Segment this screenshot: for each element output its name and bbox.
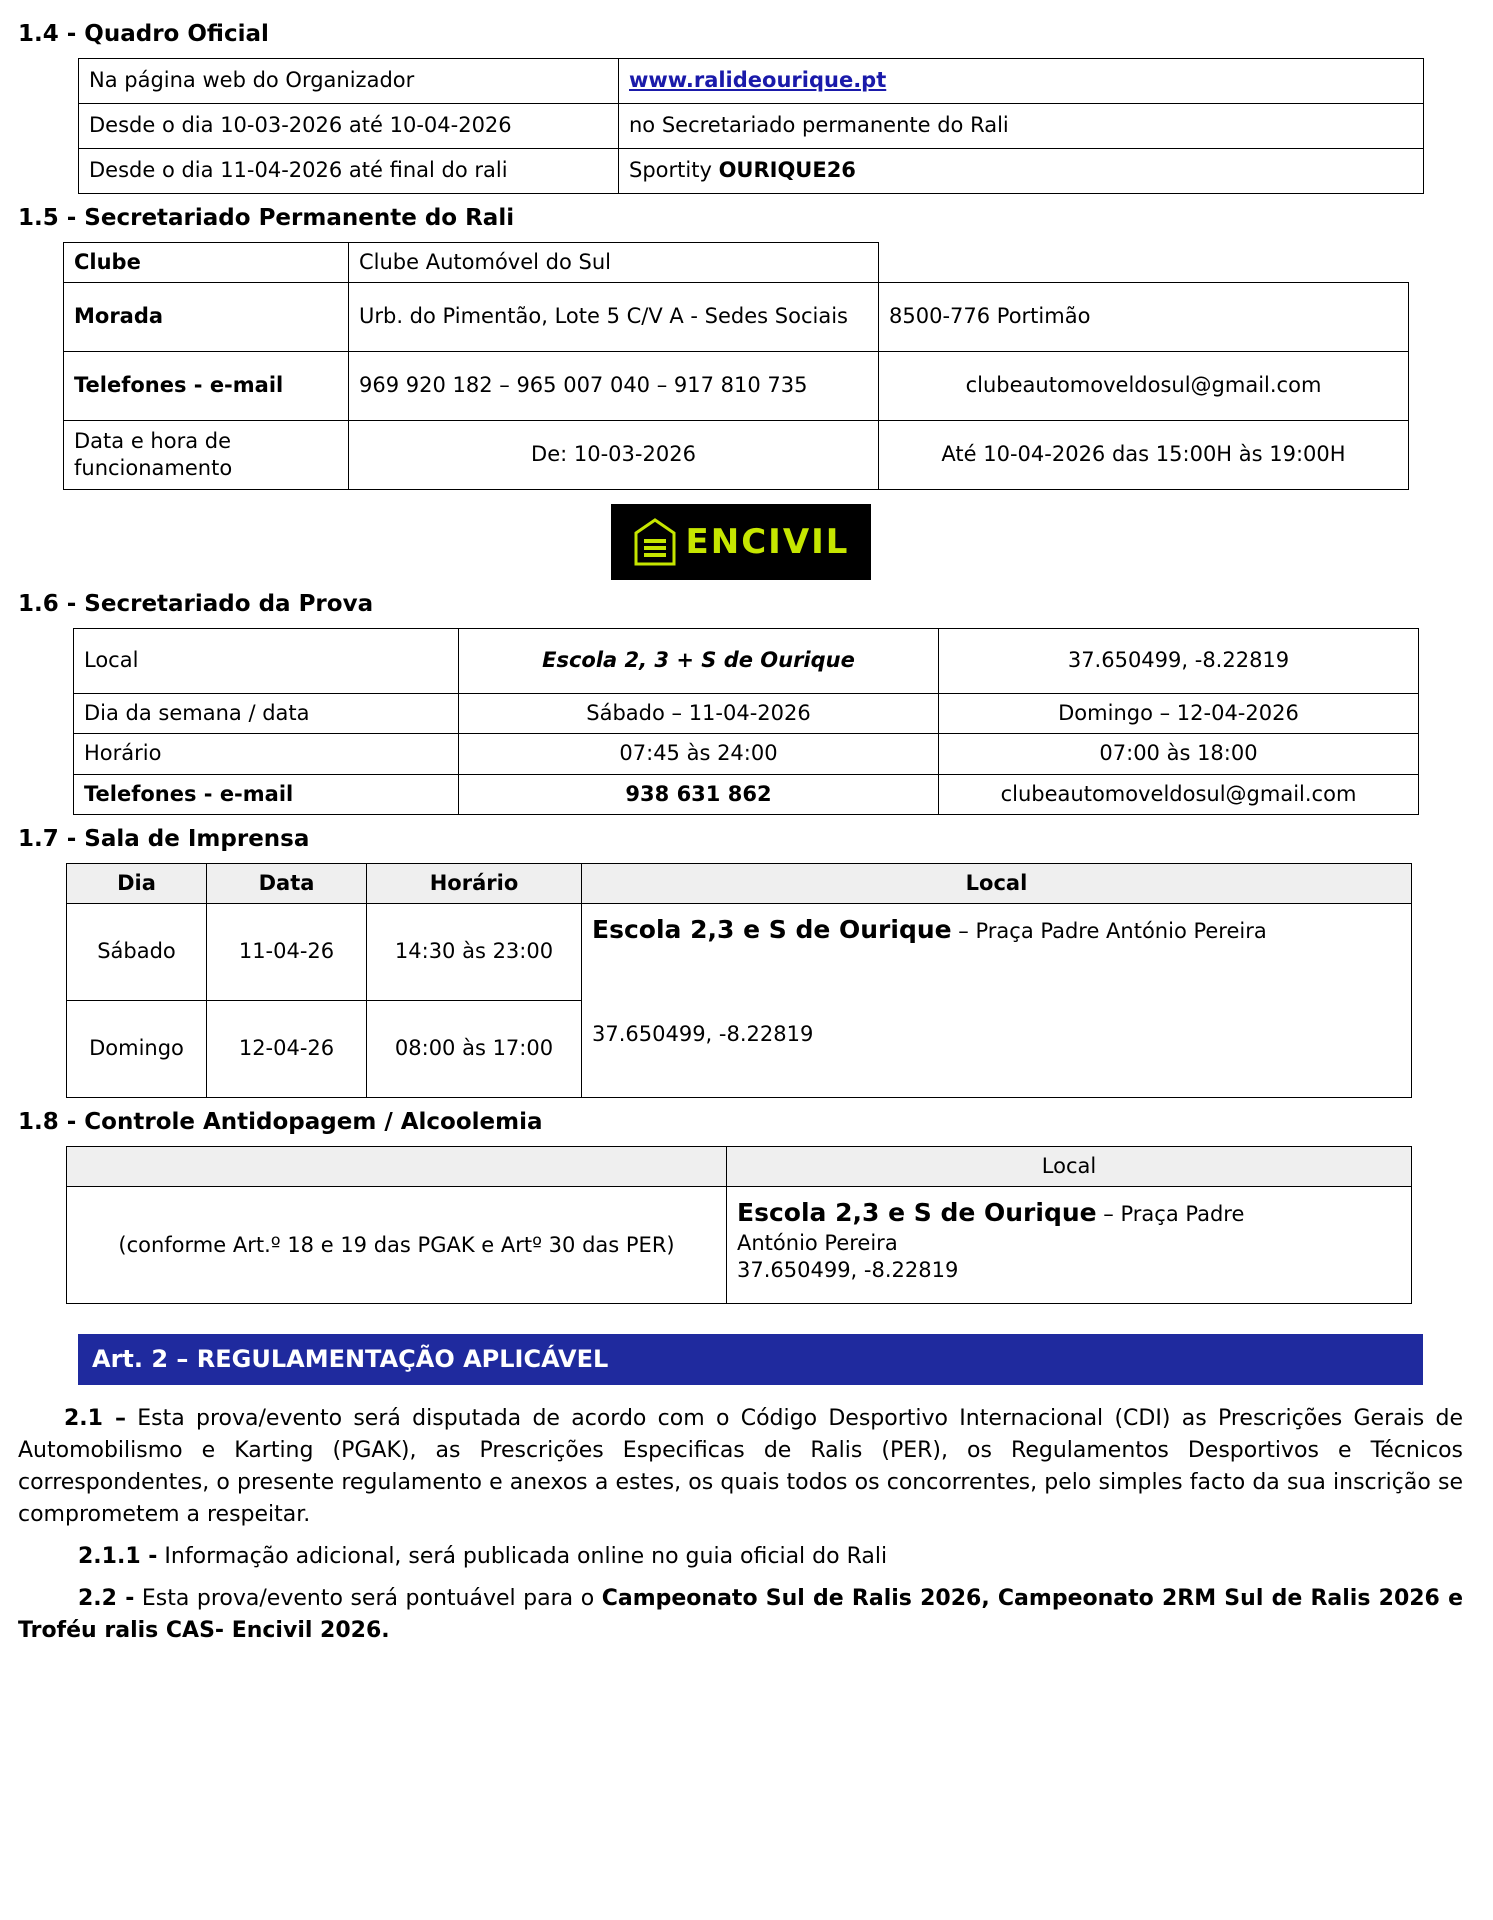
header-local: Local — [582, 863, 1412, 903]
organizer-website-link[interactable]: www.ralideourique.pt — [629, 68, 887, 93]
value-telefone-prova: 938 631 862 — [459, 774, 939, 814]
article-2-banner: Art. 2 – REGULAMENTAÇÃO APLICÁVEL — [78, 1334, 1423, 1385]
imprensa-row0-dia: Sábado — [67, 904, 207, 1001]
paragraph-2-1-1 — [18, 1541, 1463, 1573]
table-header-row — [67, 863, 1412, 903]
quadro-row1-right: no Secretariado permanente do Rali — [619, 103, 1424, 148]
table-row — [74, 774, 1419, 814]
anti-left-text: (conforme Art.º 18 e 19 das PGAK e Artº 30 das PER) — [67, 1187, 727, 1304]
table-row — [64, 421, 1409, 490]
quadro-row1-left: Desde o dia 10-03-2026 até 10-04-2026 — [79, 103, 619, 148]
table-antidopagem — [66, 1146, 1412, 1304]
encivil-logo — [611, 504, 871, 580]
label-dia-semana: Dia da semana / data — [74, 693, 459, 733]
heading-1-8: 1.8 - Controle Antidopagem / Alcoolemia — [18, 1109, 543, 1136]
value-email: clubeautomoveldosul@gmail.com — [879, 352, 1409, 421]
imprensa-row1-horario: 08:00 às 17:00 — [367, 1001, 582, 1098]
value-dia-domingo: Domingo – 12-04-2026 — [939, 693, 1419, 733]
table-row — [64, 352, 1409, 421]
anti-header-local: Local — [727, 1146, 1412, 1186]
anti-local-cell — [727, 1187, 1412, 1304]
value-morada: Urb. do Pimentão, Lote 5 C/V A - Sedes Sociais — [349, 283, 879, 352]
header-data: Data — [207, 863, 367, 903]
value-morada-cp: 8500-776 Portimão — [879, 283, 1409, 352]
paragraph-2-2-number: 2.2 - — [78, 1585, 135, 1611]
label-clube: Clube — [64, 242, 349, 282]
sportity-code: OURIQUE26 — [718, 158, 856, 183]
paragraph-2-1-1-text: Informação adicional, será publicada online no guia oficial do Rali — [157, 1543, 888, 1569]
imprensa-local — [582, 904, 1412, 1098]
label-telefones-prova: Telefones - e-mail — [74, 774, 459, 814]
table-header-row — [67, 1146, 1412, 1186]
anti-header-blank — [67, 1146, 727, 1186]
table-row — [64, 283, 1409, 352]
heading-1-7: 1.7 - Sala de Imprensa — [18, 825, 310, 852]
table-row — [67, 904, 1412, 1001]
imprensa-row0-data: 11-04-26 — [207, 904, 367, 1001]
value-de: De: 10-03-2026 — [349, 421, 879, 490]
paragraph-2-1-text: Esta prova/evento será disputada de acordo com o Código Desportivo Internacional (CDI) as Prescrições Gerais de Automobilismo e Karting (PGAK), as Prescrições Especificas de Ralis (PER), os Regulamentos Desportivos e Técnicos correspondentes, o presente regulamento e anexos a estes, os quais todos os concorrentes, pelo simples facto da sua inscrição se comprometem a respeitar. — [18, 1406, 1463, 1528]
imprensa-row1-data: 12-04-26 — [207, 1001, 367, 1098]
table-row — [67, 1187, 1412, 1304]
value-local: Escola 2, 3 + S de Ourique — [459, 628, 939, 693]
table-row — [79, 58, 1424, 103]
anti-local-coords: 37.650499, -8.22819 — [737, 1258, 959, 1283]
value-horario-domingo: 07:00 às 18:00 — [939, 734, 1419, 774]
paragraph-2-1-1-number: 2.1.1 - — [78, 1543, 158, 1569]
value-email-prova: clubeautomoveldosul@gmail.com — [939, 774, 1419, 814]
imprensa-local-coords: 37.650499, -8.22819 — [592, 1021, 814, 1046]
label-local: Local — [74, 628, 459, 693]
label-data-hora: Data e hora de funcionamento — [64, 421, 349, 490]
anti-local-bold: Escola 2,3 e S de Ourique — [737, 1198, 1097, 1228]
value-horario-sabado: 07:45 às 24:00 — [459, 734, 939, 774]
imprensa-row1-dia: Domingo — [67, 1001, 207, 1098]
heading-1-5: 1.5 - Secretariado Permanente do Rali — [18, 204, 515, 231]
anti-local-rest: – Praça Padre — [1103, 1202, 1245, 1227]
quadro-row2-right — [619, 148, 1424, 193]
table-row — [74, 734, 1419, 774]
label-morada: Morada — [64, 283, 349, 352]
table-row — [64, 242, 1409, 282]
quadro-row0-right — [619, 58, 1424, 103]
table-row — [79, 148, 1424, 193]
sportity-label: Sportity — [629, 158, 719, 183]
anti-local-rest2: António Pereira — [737, 1230, 898, 1255]
paragraph-2-1-number: 2.1 – — [64, 1406, 126, 1432]
imprensa-local-bold: Escola 2,3 e S de Ourique — [592, 915, 952, 945]
paragraph-2-2-text: Esta prova/evento será pontuável para o — [134, 1585, 602, 1611]
table-secretariado-prova — [73, 628, 1419, 815]
sponsor-logo-wrap — [18, 504, 1463, 580]
encivil-logo-text: ENCIVIL — [685, 521, 850, 562]
imprensa-local-rest: – Praça Padre António Pereira — [958, 919, 1267, 944]
paragraph-2-2-bold: Campeonato Sul de Ralis 2026, Campeonato 2RM Sul de Ralis 2026 e Troféu ralis CAS- Encivil 2026. — [18, 1585, 1464, 1643]
paragraph-2-2 — [18, 1583, 1463, 1647]
table-row — [74, 628, 1419, 693]
label-horario: Horário — [74, 734, 459, 774]
value-telefones: 969 920 182 – 965 007 040 – 917 810 735 — [349, 352, 879, 421]
quadro-row2-left: Desde o dia 11-04-2026 até final do rali — [79, 148, 619, 193]
table-row — [79, 103, 1424, 148]
heading-1-4: 1.4 - Quadro Oficial — [18, 21, 269, 47]
heading-1-6: 1.6 - Secretariado da Prova — [18, 591, 374, 618]
imprensa-row0-horario: 14:30 às 23:00 — [367, 904, 582, 1001]
table-quadro-oficial — [78, 58, 1424, 194]
header-horario: Horário — [367, 863, 582, 903]
value-clube: Clube Automóvel do Sul — [349, 242, 879, 282]
table-sala-imprensa — [66, 863, 1412, 1098]
empty-cell — [879, 242, 1409, 282]
value-ate: Até 10-04-2026 das 15:00H às 19:00H — [879, 421, 1409, 490]
label-telefones: Telefones - e-mail — [64, 352, 349, 421]
paragraph-2-1 — [18, 1403, 1463, 1531]
quadro-row0-left: Na página web do Organizador — [79, 58, 619, 103]
table-secretariado-permanente — [63, 242, 1409, 490]
encivil-building-icon — [632, 517, 678, 567]
table-row — [74, 693, 1419, 733]
value-local-coords: 37.650499, -8.22819 — [939, 628, 1419, 693]
value-dia-sabado: Sábado – 11-04-2026 — [459, 693, 939, 733]
header-dia: Dia — [67, 863, 207, 903]
